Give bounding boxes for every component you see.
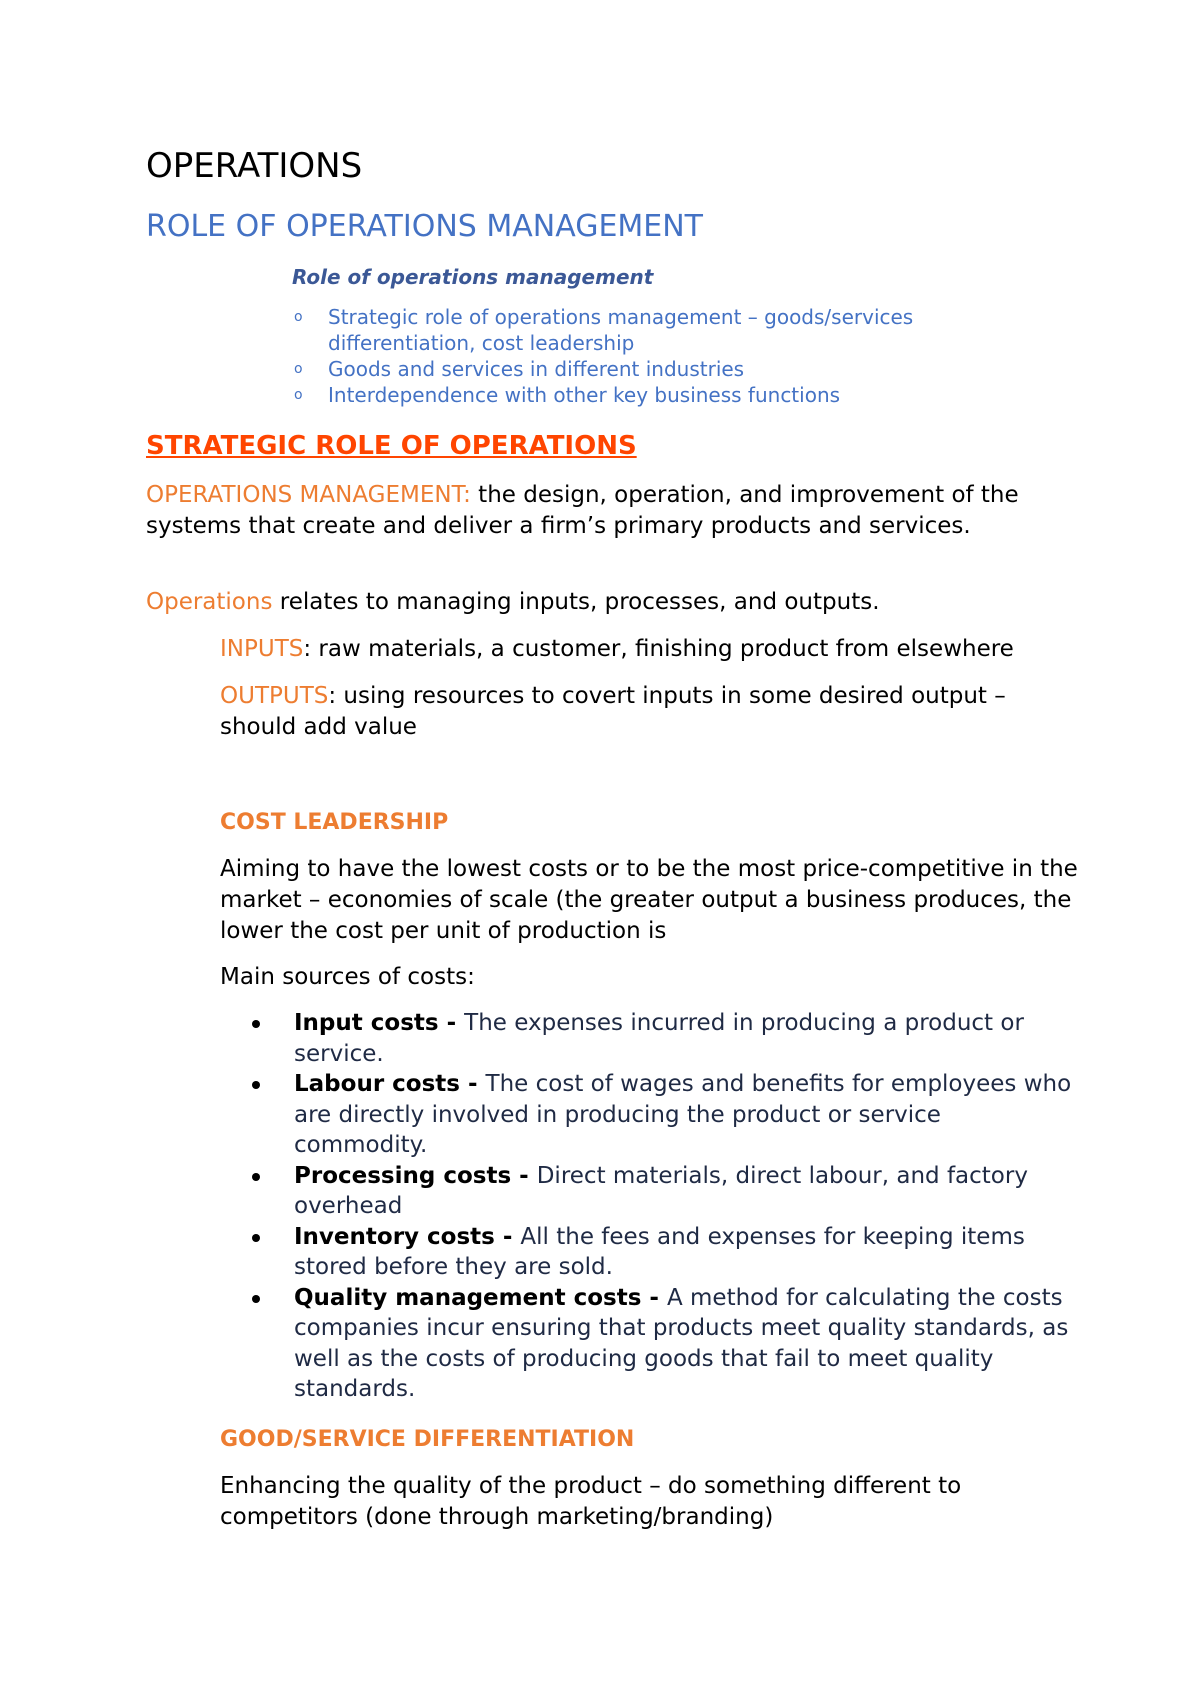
section-title-role: ROLE OF OPERATIONS MANAGEMENT	[146, 209, 704, 244]
list-item	[220, 1222, 1080, 1283]
syllabus-item	[292, 382, 992, 408]
syllabus-item-text: Interdependence with other key business functions	[328, 383, 841, 407]
cost-separator: -	[511, 1162, 537, 1189]
strategic-role-heading: STRATEGIC ROLE OF OPERATIONS	[146, 431, 637, 461]
cost-leadership-heading: COST LEADERSHIP	[220, 810, 449, 835]
list-item	[220, 1008, 1080, 1069]
cost-term: Inventory costs	[294, 1223, 495, 1250]
bullet-icon	[252, 1295, 260, 1303]
cost-description: Direct materials, direct labour, and factory overhead	[294, 1162, 1028, 1219]
inputs-text: : raw materials, a customer, finishing product from elsewhere	[303, 636, 1014, 662]
cost-sources-label: Main sources of costs:	[220, 964, 475, 990]
syllabus-list	[292, 304, 992, 408]
cost-term: Quality management costs	[294, 1284, 642, 1311]
cost-separator: -	[459, 1071, 486, 1097]
syllabus-item	[292, 304, 992, 356]
page-title: OPERATIONS	[146, 146, 363, 186]
cost-term: Input costs	[294, 1010, 439, 1036]
cost-term: Processing costs	[294, 1162, 512, 1189]
inputs-paragraph	[220, 634, 1100, 665]
operations-paragraph	[146, 587, 1046, 618]
cost-description: The cost of wages and benefits for employees who are directly involved in producing the product or service commodity.	[294, 1071, 1072, 1158]
cost-description: All the fees and expenses for keeping items stored before they are sold.	[294, 1223, 1025, 1280]
outputs-term: OUTPUTS	[220, 683, 329, 709]
outputs-paragraph	[220, 681, 1080, 743]
ops-management-definition	[146, 480, 1046, 542]
syllabus-title: Role of operations management	[292, 265, 654, 289]
circle-bullet-icon: o	[294, 309, 303, 325]
circle-bullet-icon: o	[294, 361, 303, 377]
circle-bullet-icon: o	[294, 387, 303, 403]
syllabus-box	[292, 262, 992, 408]
cost-description: The expenses incurred in producing a product or service.	[294, 1010, 1024, 1067]
list-item	[220, 1069, 1080, 1161]
bullet-icon	[252, 1020, 260, 1028]
outputs-text: : using resources to covert inputs in some desired output – should add value	[220, 683, 1006, 740]
differentiation-text: Enhancing the quality of the product – do something different to competitors (done through marketing/branding)	[220, 1473, 962, 1530]
bullet-icon	[252, 1081, 260, 1089]
cost-term: Labour costs	[294, 1071, 460, 1097]
list-item	[220, 1161, 1080, 1222]
syllabus-item-text: Goods and services in different industries	[328, 357, 745, 381]
ops-management-term: OPERATIONS MANAGEMENT:	[146, 482, 471, 508]
syllabus-item-text: Strategic role of operations management – goods/services differentiation, cost leadership	[328, 305, 914, 355]
bullet-icon	[252, 1234, 260, 1242]
cost-leadership-text: Aiming to have the lowest costs or to be the most price-competitive in the market – economies of scale (the greater output a business produces, the lower the cost per unit of production is	[220, 856, 1078, 944]
cost-separator: -	[494, 1223, 521, 1250]
bullet-icon	[252, 1173, 260, 1181]
inputs-term: INPUTS	[220, 636, 304, 662]
list-item	[220, 1283, 1080, 1405]
cost-separator: -	[641, 1284, 667, 1311]
operations-term: Operations	[146, 589, 273, 615]
cost-description: A method for calculating the costs companies incur ensuring that products meet quality standards, as well as the costs of producing goods that fail to meet quality standards.	[294, 1284, 1069, 1402]
cost-sources-list	[220, 1008, 1080, 1405]
differentiation-heading: GOOD/SERVICE DIFFERENTIATION	[220, 1427, 635, 1452]
cost-separator: -	[438, 1010, 465, 1036]
operations-text: relates to managing inputs, processes, and outputs.	[272, 589, 880, 615]
ops-management-text: the design, operation, and improvement of the systems that create and deliver a firm’s primary products and services.	[146, 482, 1019, 539]
syllabus-item	[292, 356, 992, 382]
